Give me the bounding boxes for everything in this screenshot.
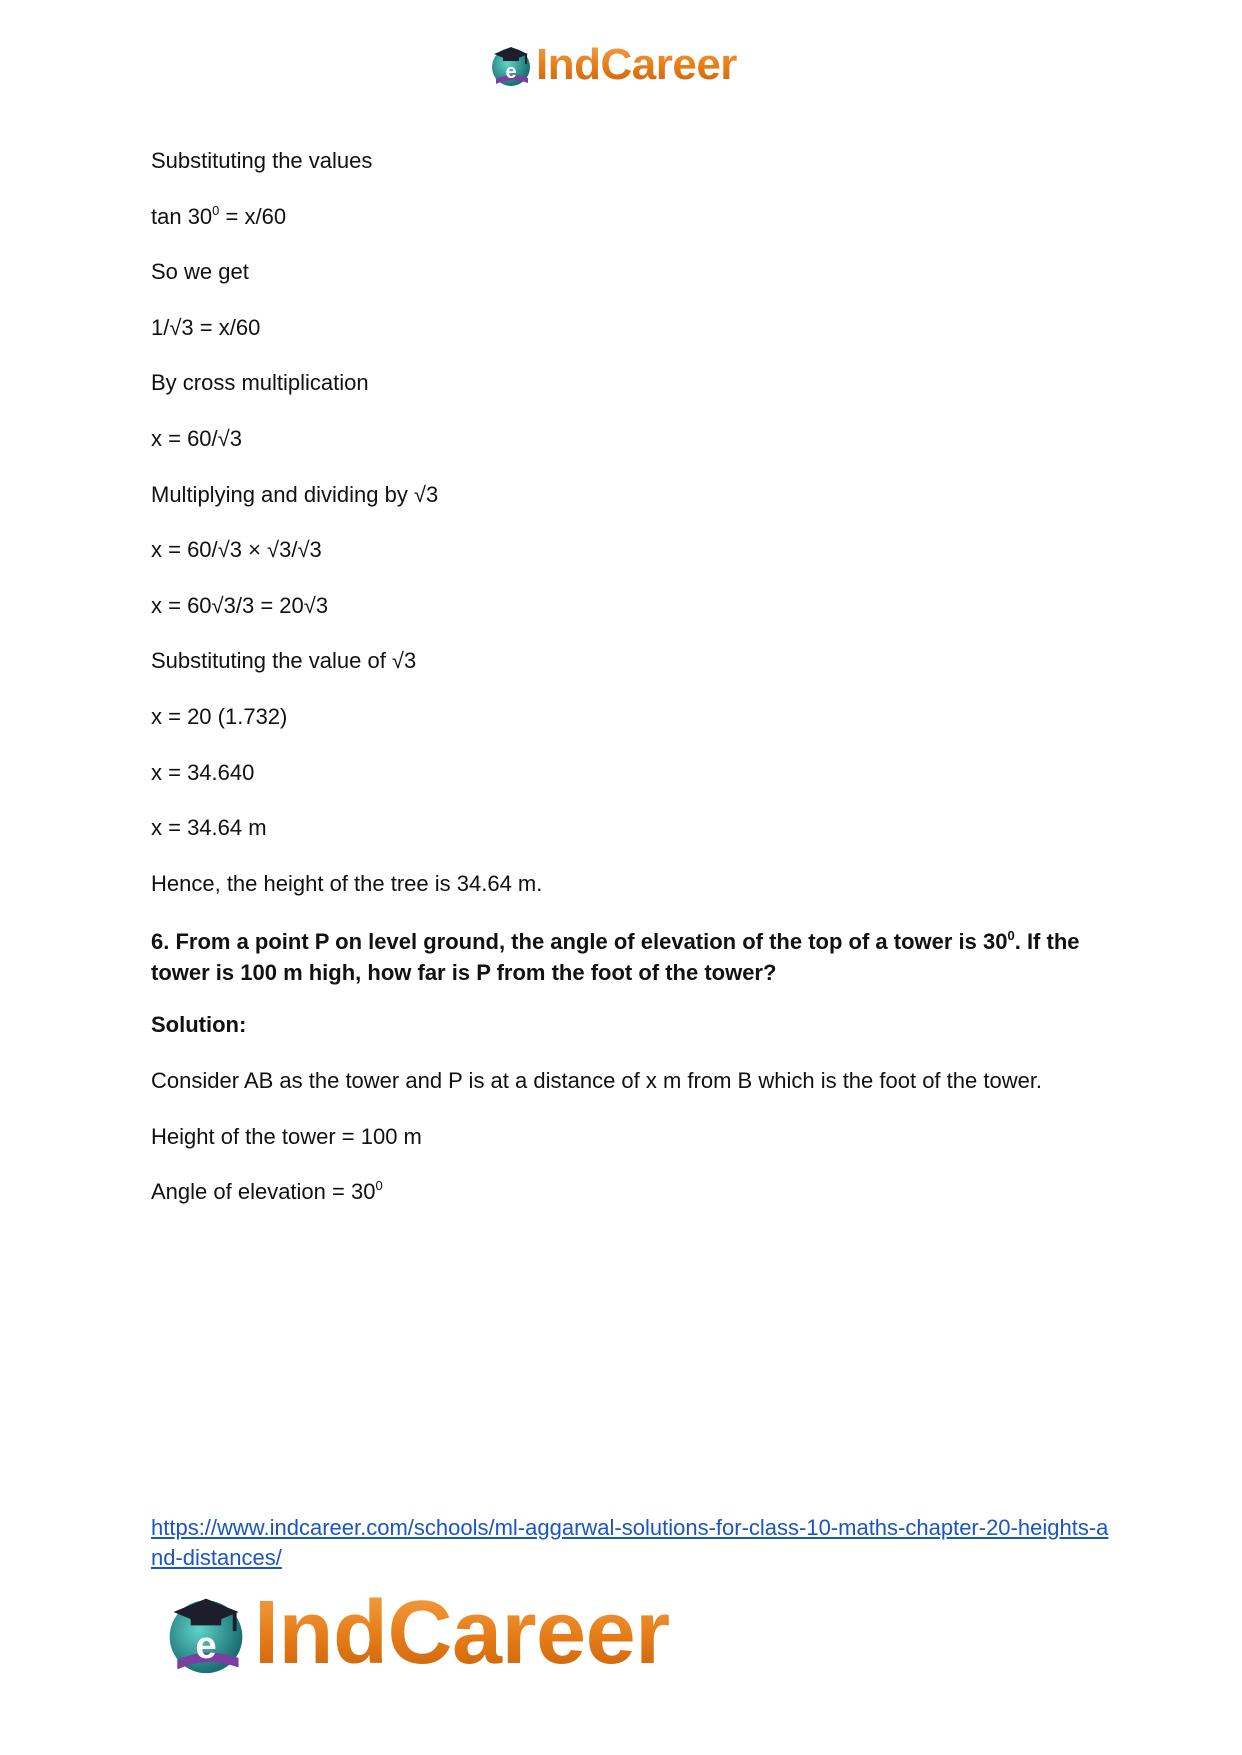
degree-superscript: 0 xyxy=(1007,928,1015,944)
graduation-cap-globe-icon xyxy=(488,42,534,88)
step-line xyxy=(151,593,1101,619)
step-line xyxy=(151,482,1101,508)
step-text: Hence, the height of the tree is 34.64 m. xyxy=(151,870,543,896)
step-text: x = 60√3/3 = 20√3 xyxy=(151,592,329,618)
source-link[interactable]: https://www.indcareer.com/schools/ml-aggarwal-solutions-for-class-10-maths-chapter-20-heights-and-distances/ xyxy=(151,1515,1109,1570)
step-line xyxy=(151,370,1101,396)
solution-line xyxy=(151,1068,1101,1094)
step-text: By cross multiplication xyxy=(151,370,369,396)
step-text-end: = x/60 xyxy=(219,203,287,229)
step-text: Substituting the values xyxy=(151,148,373,173)
question-6 xyxy=(151,926,1101,988)
step-line xyxy=(151,426,1101,452)
svg-text:e: e xyxy=(505,61,517,83)
step-text: tan 30 xyxy=(151,203,213,229)
step-text: So we get xyxy=(151,259,249,285)
solution-text: Height of the tower = 100 m xyxy=(151,1123,422,1149)
step-line xyxy=(151,537,1101,563)
solution-steps xyxy=(151,148,1101,897)
footer-logo-text: IndCareer xyxy=(254,1583,670,1683)
step-text: x = 60/√3 × √3/√3 xyxy=(151,537,322,563)
step-line xyxy=(151,259,1101,285)
solution-text: Angle of elevation = 30 xyxy=(151,1179,376,1205)
header-logo-text: IndCareer xyxy=(536,40,737,89)
step-text: x = 20 (1.732) xyxy=(151,703,288,729)
step-text: Substituting the value of √3 xyxy=(151,648,417,674)
solution-text: Consider AB as the tower and P is at a distance of x m from B which is the foot of the tower. xyxy=(151,1067,1043,1093)
step-text: x = 34.640 xyxy=(151,759,255,785)
svg-text:e: e xyxy=(195,1623,217,1667)
solution-label: Solution: xyxy=(151,1012,247,1038)
header-logo xyxy=(488,40,737,90)
step-line xyxy=(151,148,1101,174)
graduation-cap-globe-icon xyxy=(162,1589,250,1677)
question-text-end: . If the tower is 100 m high, how far is P from the foot of the tower? xyxy=(151,929,1080,986)
solution-line xyxy=(151,1124,1101,1150)
step-text: x = 34.64 m xyxy=(151,815,267,841)
solution-body xyxy=(151,1068,1101,1205)
step-text: x = 60/√3 xyxy=(151,425,242,451)
solution-line xyxy=(151,1179,1101,1205)
question-text: 6. From a point P on level ground, the angle of elevation of the top of a tower is 30 xyxy=(151,929,1008,955)
degree-superscript: 0 xyxy=(375,1178,383,1194)
step-line xyxy=(151,315,1101,341)
step-line xyxy=(151,704,1101,730)
step-line xyxy=(151,204,1101,230)
step-line xyxy=(151,871,1101,897)
step-text: 1/√3 = x/60 xyxy=(151,314,261,340)
step-line xyxy=(151,815,1101,841)
document-body xyxy=(151,148,1101,1235)
footer-logo xyxy=(162,1583,670,1683)
step-line xyxy=(151,760,1101,786)
step-text: Multiplying and dividing by √3 xyxy=(151,481,439,507)
degree-superscript: 0 xyxy=(212,202,220,218)
step-line xyxy=(151,648,1101,674)
